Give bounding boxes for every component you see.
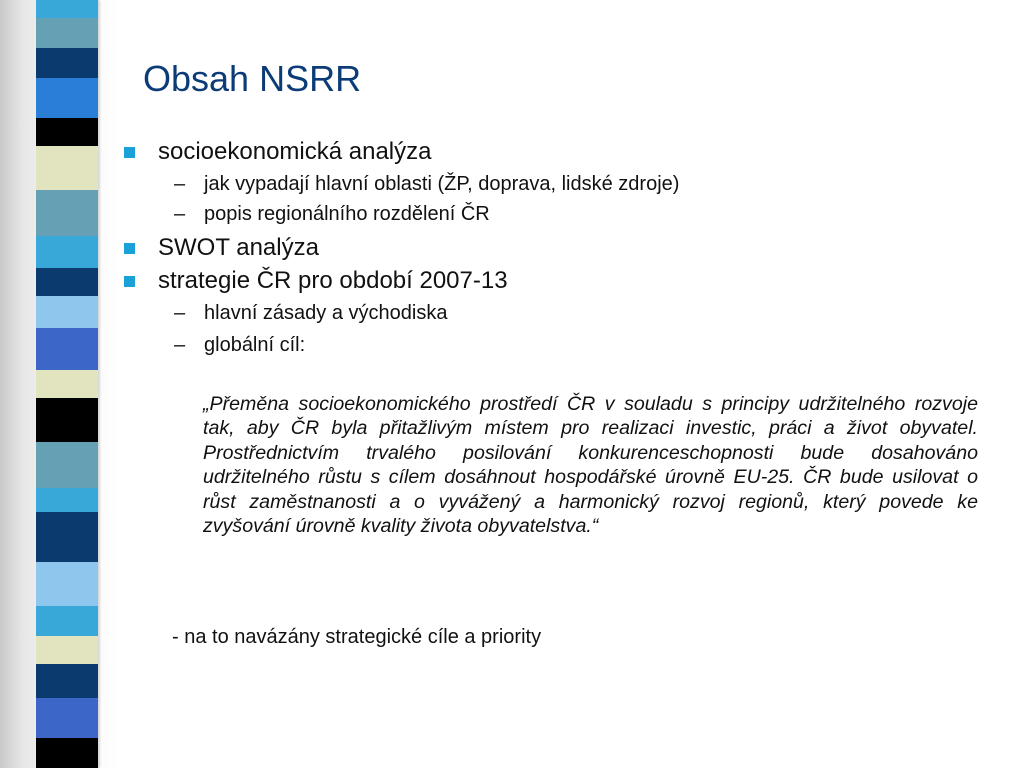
stripe — [36, 190, 98, 236]
dash-bullet-icon: – — [174, 173, 186, 195]
stripe — [36, 0, 98, 18]
stripe — [36, 146, 98, 190]
dash-bullet-icon: – — [174, 203, 186, 225]
bullet-text: strategie ČR pro období 2007-13 — [158, 267, 508, 294]
stripe — [36, 636, 98, 664]
sub-bullet-text: hlavní zásady a východiska — [204, 302, 448, 324]
sub-bullet-text: jak vypadají hlavní oblasti (ŽP, doprava, lidské zdroje) — [204, 173, 680, 195]
stripe — [36, 606, 98, 636]
stripe — [36, 268, 98, 296]
stripe — [36, 118, 98, 146]
square-bullet-icon — [124, 276, 135, 287]
stripe — [36, 738, 98, 768]
stripe — [36, 296, 98, 328]
goal-quote: „Přeměna socioekonomického prostředí ČR v souladu s principy udržitelného rozvoje tak, aby ČR byla přitažlivým místem pro realizaci investic, práci a život obyvatel. Prostřednictvím trvalého posilování konkurenceschopnosti bude dosahováno udržitelného růstu s cílem dosáhnout hospodářské úrovně EU-25. ČR bude usilovat o růst zaměstnanosti a o vyvážený a harmonický rozvoj regionů, který povede ke zvyšování úrovně kvality života obyvatelstva.“ — [203, 393, 978, 538]
stripe — [36, 512, 98, 562]
stripe — [36, 48, 98, 78]
square-bullet-icon — [124, 147, 135, 158]
sub-bullet-text: popis regionálního rozdělení ČR — [204, 203, 490, 225]
stripe — [36, 562, 98, 606]
stripe — [36, 488, 98, 512]
stripe — [36, 328, 98, 370]
dash-bullet-icon: – — [174, 334, 186, 356]
slide-title: Obsah NSRR — [143, 58, 362, 99]
stripe — [36, 698, 98, 738]
stripe — [36, 18, 98, 48]
closing-note: - na to navázány strategické cíle a priority — [172, 626, 542, 648]
stripe — [36, 398, 98, 442]
stripe — [36, 370, 98, 398]
bullet-text: SWOT analýza — [158, 234, 319, 261]
stripe — [36, 664, 98, 698]
sub-bullet-text: globální cíl: — [204, 334, 306, 356]
stripe — [36, 236, 98, 268]
bullet-text: socioekonomická analýza — [158, 138, 432, 165]
stripe — [36, 78, 98, 118]
dash-bullet-icon: – — [174, 302, 186, 324]
decorative-stripe-column — [36, 0, 98, 768]
stripe — [36, 442, 98, 488]
square-bullet-icon — [124, 243, 135, 254]
